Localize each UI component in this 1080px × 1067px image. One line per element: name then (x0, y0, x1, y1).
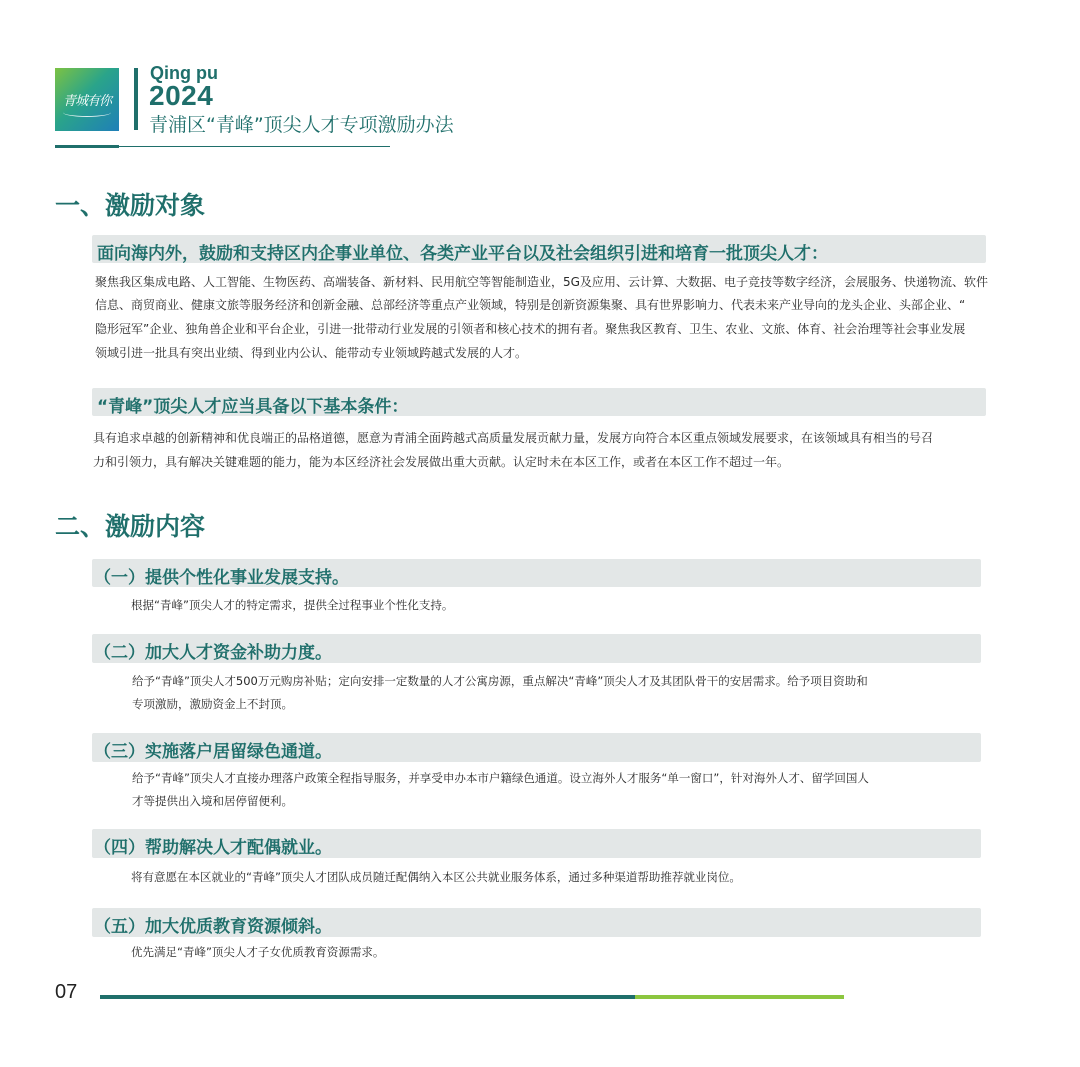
paragraph-line: 具有追求卓越的创新精神和优良端正的品格道德，愿意为青浦全面跨越式高质量发展贡献力量，发展方向符合本区重点领域发展要求，在该领域具有相当的号召 (93, 431, 934, 445)
brand-year: 2024 (149, 80, 214, 111)
paragraph-line: 力和引领力，具有解决关键难题的能力，能为本区经济社会发展做出重大贡献。认定时未在本区工作，或者在本区工作不超过一年。 (93, 455, 790, 469)
item-1-heading: （一）提供个性化事业发展支持。 (92, 559, 981, 587)
section-title-incentive-targets: 一、激励对象 (55, 191, 206, 220)
section-title-incentive-content: 二、激励内容 (55, 512, 206, 541)
item-5-heading: （五）加大优质教育资源倾斜。 (92, 908, 981, 937)
section1-block1-heading: 面向海内外，鼓励和支持区内企事业单位、各类产业平台以及社会组织引进和培育一批顶尖人才： (92, 235, 986, 263)
document-title: 青浦区“青峰”顶尖人才专项激励办法 (149, 114, 454, 136)
brand-logo (55, 68, 119, 131)
footer-rule (100, 995, 635, 999)
item-2-body-line: 专项激励，激励资金上不封顶。 (132, 697, 293, 711)
item-1-body-line: 根据“青峰”顶尖人才的特定需求，提供全过程事业个性化支持。 (131, 598, 454, 612)
item-2-heading: （二）加大人才资金补助力度。 (92, 634, 981, 663)
item-4-heading: （四）帮助解决人才配偶就业。 (92, 829, 981, 858)
page-number: 07 (55, 981, 78, 1003)
paragraph-line: 领域引进一批具有突出业绩、得到业内公认、能带动专业领域跨越式发展的人才。 (95, 346, 528, 360)
header-divider (134, 68, 138, 130)
item-2-body-line: 给予“青峰”顶尖人才500万元购房补贴；定向安排一定数量的人才公寓房源，重点解决“青峰”顶尖人才及其团队骨干的安居需求。给予项目资助和 (132, 674, 868, 688)
item-5-body-line: 优先满足“青峰”顶尖人才子女优质教育资源需求。 (131, 945, 385, 959)
item-3-body-line: 才等提供出入境和居停留便利。 (132, 794, 293, 808)
logo-text: 青城有你 (62, 94, 111, 109)
paragraph-line: 聚焦我区集成电路、人工智能、生物医药、高端装备、新材料、民用航空等智能制造业，5G及应用、云计算、大数据、电子竞技等数字经济，会展服务、快递物流、软件 (95, 275, 988, 289)
brand-english-name: Qing pu (150, 63, 218, 83)
paragraph-line: 隐形冠军”企业、独角兽企业和平台企业，引进一批带动行业发展的引领者和核心技术的拥有者。聚焦我区教育、卫生、农业、文旅、体育、社会治理等社会事业发展 (95, 322, 966, 336)
paragraph-line: 信息、商贸商业、健康文旅等服务经济和创新金融、总部经济等重点产业领域，特别是创新资源集聚、具有世界影响力、代表未来产业导向的龙头企业、头部企业、“ (95, 298, 966, 312)
item-4-body-line: 将有意愿在本区就业的“青峰”顶尖人才团队成员随迁配偶纳入本区公共就业服务体系，通过多种渠道帮助推荐就业岗位。 (131, 870, 741, 884)
item-3-body-line: 给予“青峰”顶尖人才直接办理落户政策全程指导服务，并享受申办本市户籍绿色通道。设立海外人才服务“单一窗口”，针对海外人才、留学回国人 (132, 771, 869, 785)
footer-rule-accent (635, 995, 844, 999)
section1-block2-heading: “青峰”顶尖人才应当具备以下基本条件： (92, 388, 986, 416)
logo-swoosh-icon (63, 108, 111, 117)
header-rule-accent (55, 145, 119, 148)
item-3-heading: （三）实施落户居留绿色通道。 (92, 733, 981, 762)
